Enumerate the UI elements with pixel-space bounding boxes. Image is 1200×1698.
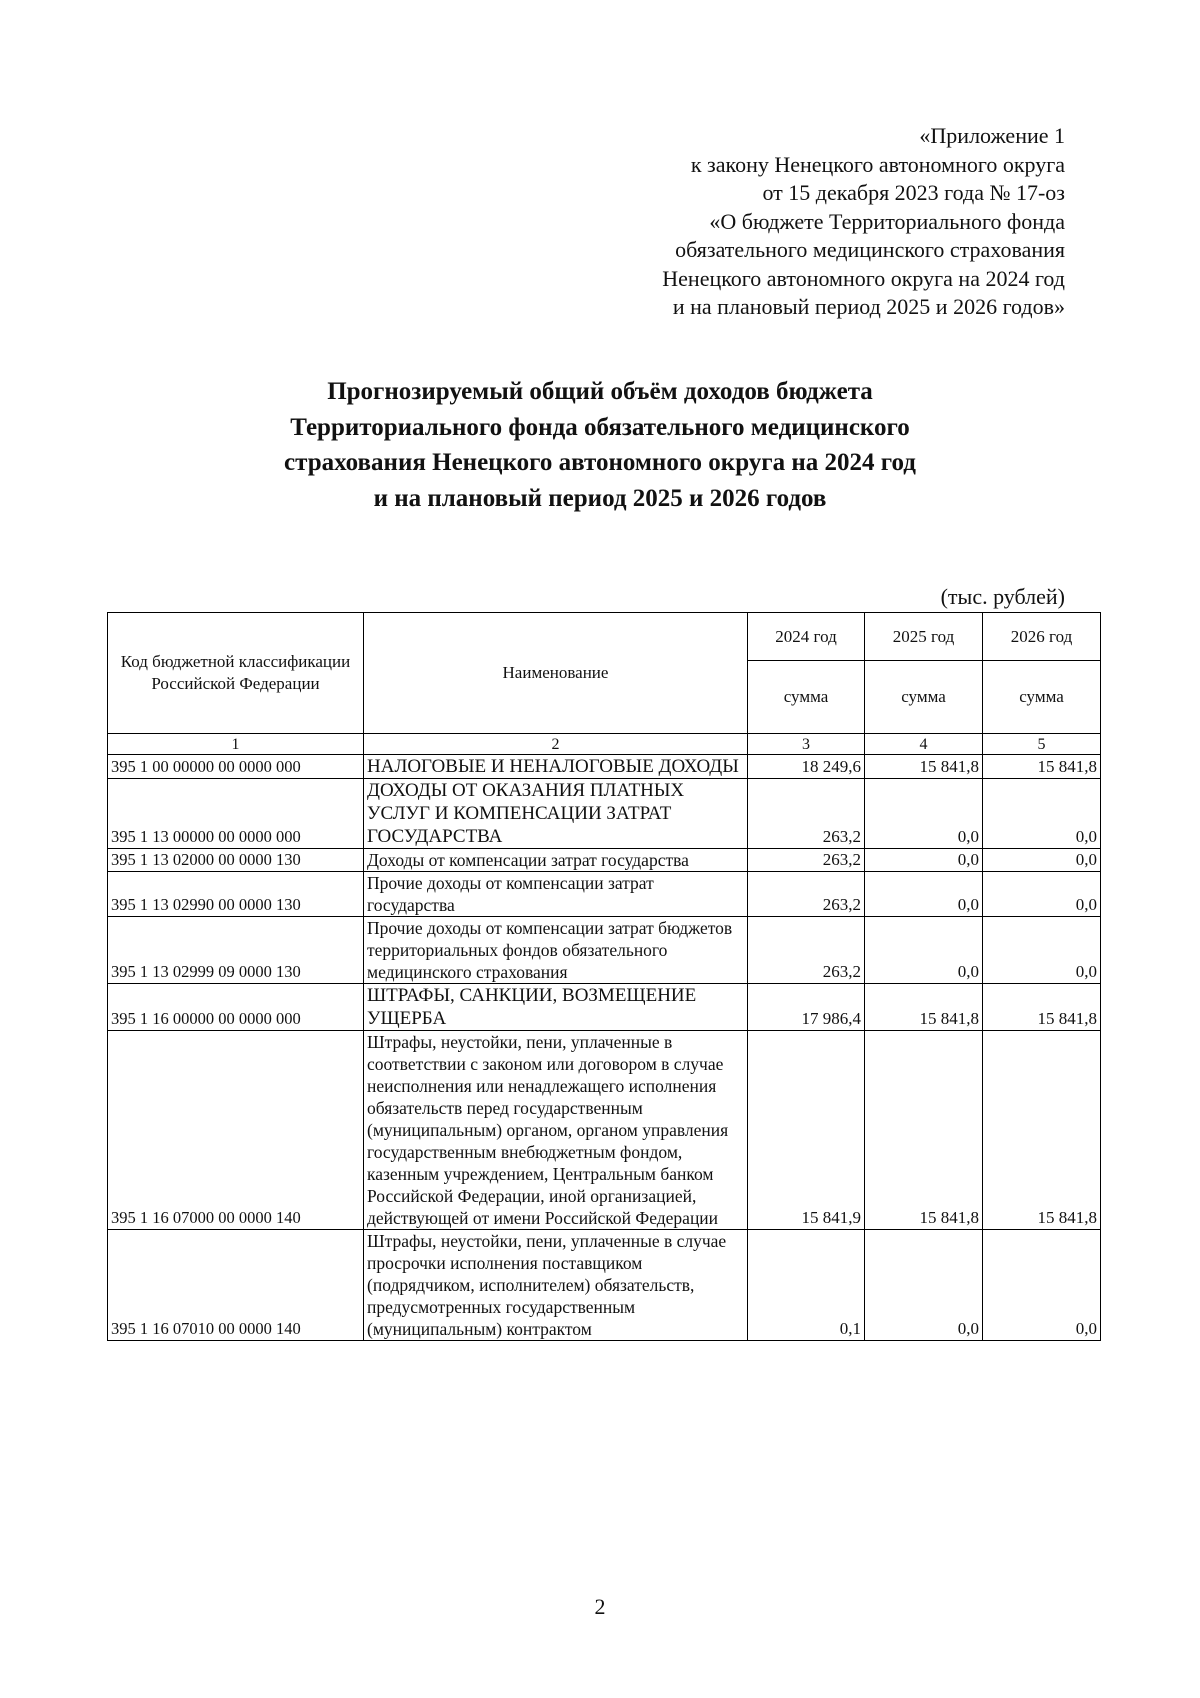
column-number: 2 <box>364 734 748 755</box>
row-value-2026: 0,0 <box>983 779 1101 849</box>
row-name: ДОХОДЫ ОТ ОКАЗАНИЯ ПЛАТНЫХ УСЛУГ И КОМПЕНСАЦИИ ЗАТРАТ ГОСУДАРСТВА <box>364 779 748 849</box>
unit-label: (тыс. рублей) <box>940 584 1065 609</box>
appendix-line: обязательного медицинского страхования <box>675 237 1065 262</box>
row-name: НАЛОГОВЫЕ И НЕНАЛОГОВЫЕ ДОХОДЫ <box>364 755 748 779</box>
row-value-2024: 17 986,4 <box>748 984 865 1031</box>
page-number: 2 <box>594 1594 606 1619</box>
title-line: и на плановый период 2025 и 2026 годов <box>373 484 827 512</box>
column-number: 1 <box>108 734 364 755</box>
header-code: Код бюджетной классификации Российской Федерации <box>108 613 364 734</box>
row-value-2024: 263,2 <box>748 872 865 917</box>
appendix-header <box>560 122 1065 322</box>
row-value-2025: 15 841,8 <box>865 755 983 779</box>
header-sum-2026: сумма <box>983 661 1101 734</box>
header-row <box>108 613 1101 661</box>
table-row <box>108 872 1101 917</box>
row-value-2026: 0,0 <box>983 1230 1101 1341</box>
row-value-2026: 15 841,8 <box>983 984 1101 1031</box>
appendix-line: к закону Ненецкого автономного округа <box>690 151 1065 177</box>
row-value-2025: 0,0 <box>865 849 983 872</box>
appendix-line: «О бюджете Территориального фонда <box>709 208 1065 234</box>
row-name: Штрафы, неустойки, пени, уплаченные в соответствии с законом или договором в случае неисполнения или ненадлежащего исполнения обязательств перед государственным (муниципальным) органом, органом управления государственным внебюджетным фондом, казенным учреждением, Центральным банком Российской Федерации, иной организацией, действующей от имени Российской Федерации <box>364 1031 748 1230</box>
column-number-row <box>108 734 1101 755</box>
row-name: Прочие доходы от компенсации затрат бюджетов территориальных фондов обязательного медицинского страхования <box>364 917 748 984</box>
row-value-2025: 0,0 <box>865 917 983 984</box>
row-value-2024: 263,2 <box>748 849 865 872</box>
row-name: ШТРАФЫ, САНКЦИИ, ВОЗМЕЩЕНИЕ УЩЕРБА <box>364 984 748 1031</box>
table-row <box>108 984 1101 1031</box>
header-name: Наименование <box>364 613 748 734</box>
column-number: 4 <box>865 734 983 755</box>
row-value-2025: 0,0 <box>865 779 983 849</box>
row-value-2025: 15 841,8 <box>865 1031 983 1230</box>
row-code: 395 1 16 07000 00 0000 140 <box>108 1031 364 1230</box>
table-row <box>108 1031 1101 1230</box>
row-code: 395 1 13 00000 00 0000 000 <box>108 779 364 849</box>
row-name: Доходы от компенсации затрат государства <box>364 849 748 872</box>
column-number: 5 <box>983 734 1101 755</box>
row-value-2026: 0,0 <box>983 872 1101 917</box>
appendix-line: «Приложение 1 <box>919 123 1065 148</box>
row-value-2024: 15 841,9 <box>748 1031 865 1230</box>
header-sum-2024: сумма <box>748 661 865 734</box>
table-row <box>108 1230 1101 1341</box>
row-value-2026: 0,0 <box>983 917 1101 984</box>
appendix-line: Ненецкого автономного округа на 2024 год <box>662 265 1065 291</box>
row-value-2024: 263,2 <box>748 779 865 849</box>
document-title <box>130 374 1070 516</box>
title-line: Территориального фонда обязательного медицинского <box>290 413 910 441</box>
row-value-2025: 15 841,8 <box>865 984 983 1031</box>
table-row <box>108 779 1101 849</box>
title-line: страхования Ненецкого автономного округа на 2024 год <box>284 449 916 476</box>
row-code: 395 1 16 07010 00 0000 140 <box>108 1230 364 1341</box>
row-value-2026: 0,0 <box>983 849 1101 872</box>
row-value-2024: 0,1 <box>748 1230 865 1341</box>
header-year-2024: 2024 год <box>748 613 865 661</box>
row-code: 395 1 00 00000 00 0000 000 <box>108 755 364 779</box>
header-sum-2025: сумма <box>865 661 983 734</box>
table-row <box>108 755 1101 779</box>
table-row <box>108 849 1101 872</box>
row-value-2024: 18 249,6 <box>748 755 865 779</box>
row-code: 395 1 13 02999 09 0000 130 <box>108 917 364 984</box>
appendix-line: от 15 декабря 2023 года № 17-оз <box>762 180 1065 205</box>
appendix-line: и на плановый период 2025 и 2026 годов» <box>672 294 1065 319</box>
row-code: 395 1 16 00000 00 0000 000 <box>108 984 364 1031</box>
row-value-2026: 15 841,8 <box>983 755 1101 779</box>
row-code: 395 1 13 02990 00 0000 130 <box>108 872 364 917</box>
row-code: 395 1 13 02000 00 0000 130 <box>108 849 364 872</box>
header-year-2025: 2025 год <box>865 613 983 661</box>
row-value-2024: 263,2 <box>748 917 865 984</box>
row-value-2025: 0,0 <box>865 1230 983 1341</box>
row-value-2025: 0,0 <box>865 872 983 917</box>
table-row <box>108 917 1101 984</box>
budget-table <box>107 612 1101 1341</box>
column-number: 3 <box>748 734 865 755</box>
row-name: Прочие доходы от компенсации затрат государства <box>364 872 748 917</box>
header-year-2026: 2026 год <box>983 613 1101 661</box>
row-name: Штрафы, неустойки, пени, уплаченные в случае просрочки исполнения поставщиком (подрядчиком, исполнителем) обязательств, предусмотренных государственным (муниципальным) контрактом <box>364 1230 748 1341</box>
row-value-2026: 15 841,8 <box>983 1031 1101 1230</box>
title-line: Прогнозируемый общий объём доходов бюджета <box>327 378 873 405</box>
